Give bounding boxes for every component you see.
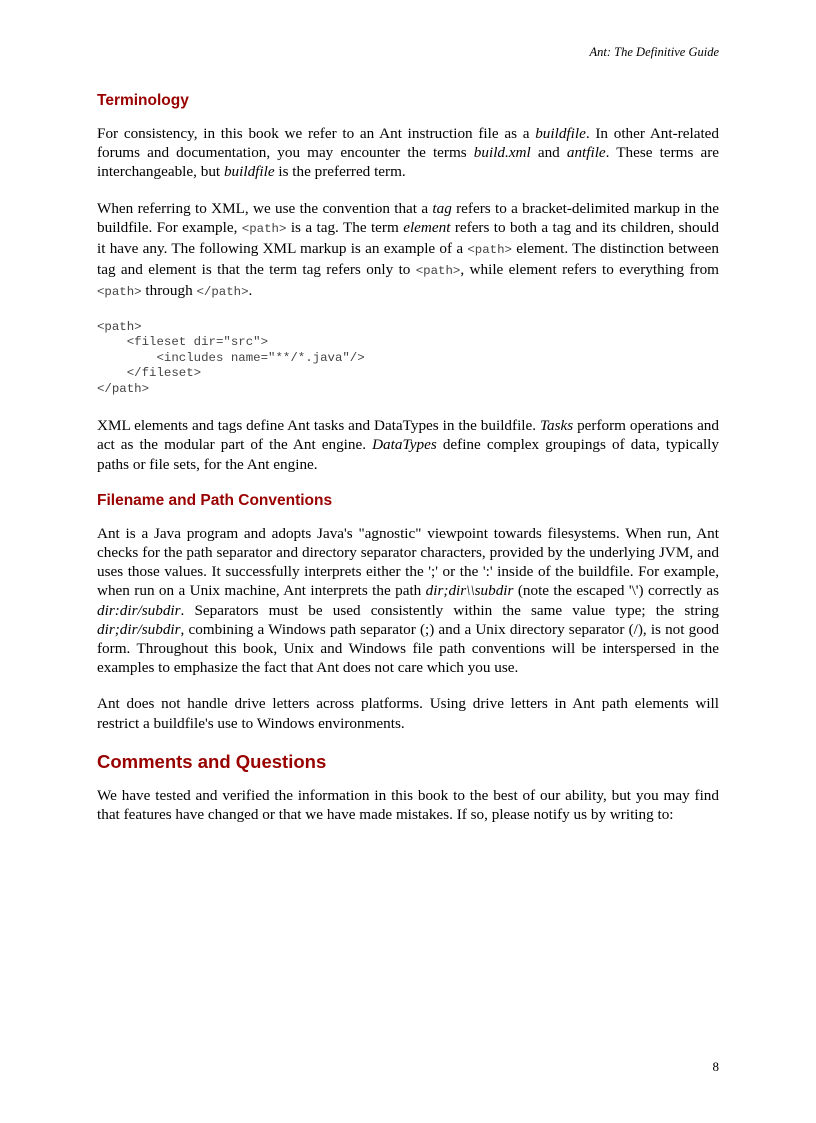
filename-paragraph-2: Ant does not handle drive letters across platforms. Using drive letters in Ant path elements will restrict a buildfile's use to Windows environments. <box>97 695 719 732</box>
inline-code: <path> <box>97 285 142 300</box>
emphasis-term: buildfile <box>535 125 586 142</box>
document-page <box>97 44 719 841</box>
emphasis-term: tag <box>432 199 452 217</box>
emphasis-term: buildfile <box>223 163 275 181</box>
code-line: <path> <box>97 319 142 334</box>
emphasis-term: build.xml <box>473 144 531 162</box>
section-heading-comments-questions: Comments and Questions <box>97 750 327 772</box>
comments-paragraph-1: We have tested and verified the information in this book to the best of our ability, but you may find that features have changed or that we have made mistakes. If so, please notify us by writing to: <box>97 786 719 823</box>
section-heading-terminology: Terminology <box>97 92 189 109</box>
emphasis-term: element <box>403 218 451 236</box>
emphasis-term: dir;dir\\subdir <box>425 582 514 600</box>
inline-code: <path> <box>467 243 512 258</box>
section-heading-filename-conventions: Filename and Path Conventions <box>97 491 333 509</box>
inline-code: <path> <box>415 264 461 279</box>
terminology-paragraph-1: For consistency, in this book we refer to an Ant instruction file as a buildfile. In other Ant-related forums and documentation, you may encounter the terms build.xml and antfile. These terms are interchangeable, but buildfile is the preferred term. <box>97 125 719 181</box>
code-line: </path> <box>97 381 150 396</box>
inline-code: </path> <box>196 285 249 300</box>
running-header: Ant: The Definitive Guide <box>589 45 719 59</box>
emphasis-term: DataTypes <box>372 436 437 454</box>
inline-code: <path> <box>241 221 287 236</box>
emphasis-term: antfile <box>566 144 606 162</box>
page-number: 8 <box>712 1059 719 1074</box>
code-line: <fileset dir="src"> <box>97 335 269 350</box>
xml-code-block <box>97 320 719 398</box>
emphasis-term: dir:dir/subdir <box>97 601 181 619</box>
code-line: <includes name="**/*.java"/> <box>97 350 365 365</box>
code-line: </fileset> <box>97 366 202 381</box>
terminology-paragraph-2: When referring to XML, we use the convention that a tag refers to a bracket-delimited markup in the buildfile. For example, <path> is a tag. The term element refers to both a tag and its children, should it have any. The following XML markup is an example of a <path> element. The distinction between tag and element is that the term tag refers only to <path>, while element refers to everything from <path> through </path>. <box>97 199 720 300</box>
emphasis-term: dir;dir/subdir <box>97 620 181 638</box>
filename-paragraph-1: Ant is a Java program and adopts Java's "agnostic" viewpoint towards filesystems. When run, Ant checks for the path separator and directory separator characters, provided by the underlying JVM, and uses those values. It successfully interprets either the ';' or the ':' inside of the buildfile. For example, when run on a Unix machine, Ant interprets the path dir;dir\\subdir (note the escaped '\') correctly as dir:dir/subdir. Separators must be used consistently within the same value type; the string dir;dir/subdir, combining a Windows path separator (;) and a Unix directory separator (/), is not good form. Throughout this book, Unix and Windows file path conventions will be interspersed in the examples to emphasize the fact that Ant does not care which you use. <box>97 524 720 677</box>
terminology-paragraph-3: XML elements and tags define Ant tasks and DataTypes in the buildfile. Tasks perform operations and act as the modular part of the Ant engine. DataTypes define complex groupings of data, typically paths or file sets, for the Ant engine. <box>97 417 719 473</box>
emphasis-term: Tasks <box>539 417 574 435</box>
